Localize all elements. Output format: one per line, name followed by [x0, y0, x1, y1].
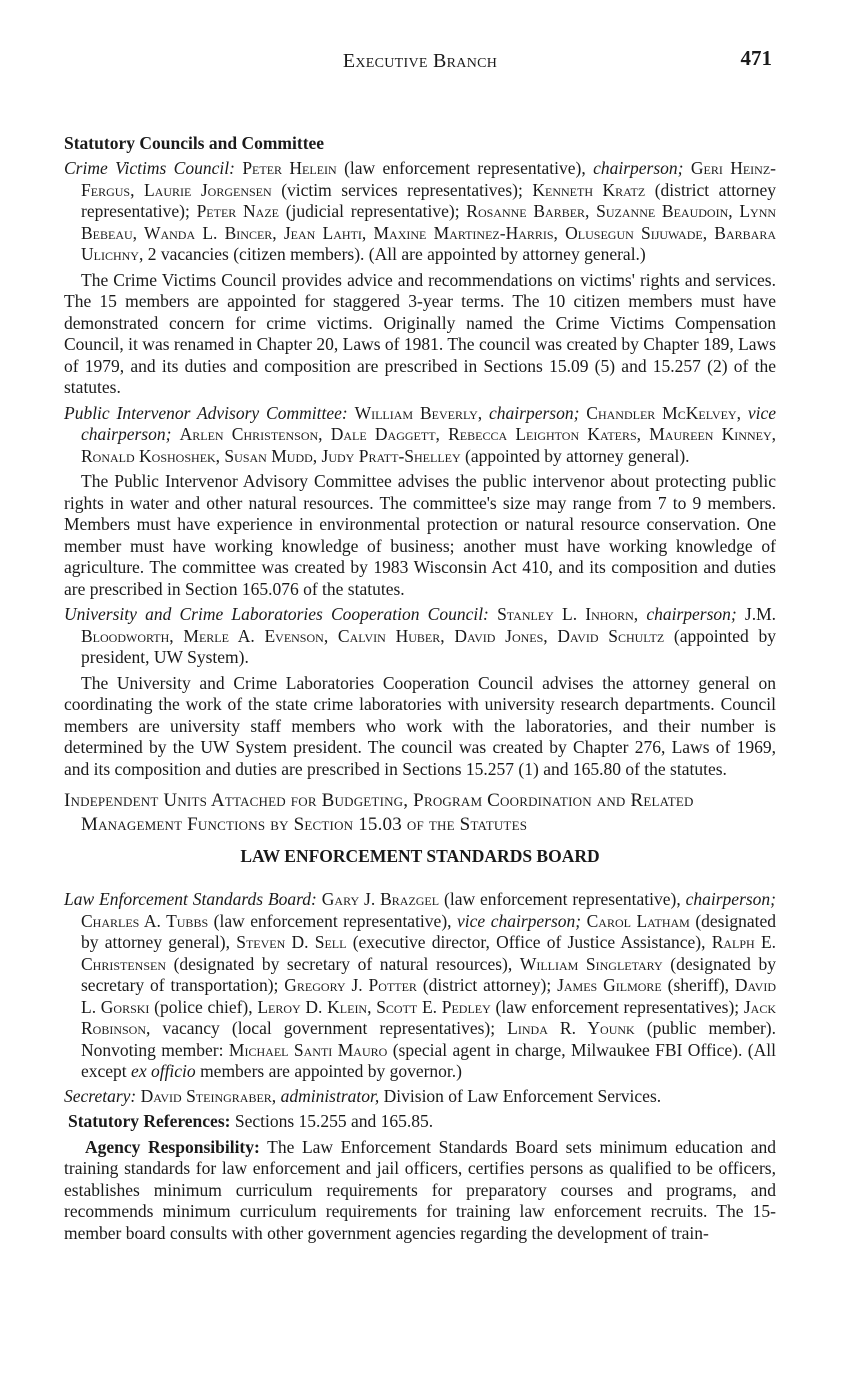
member-detail [737, 604, 745, 624]
member-detail [741, 403, 748, 423]
member-detail [171, 424, 179, 444]
member-detail: members are appointed by governor.) [195, 1061, 462, 1081]
role-title: chairperson; [685, 889, 777, 909]
member-detail: (police chief), [149, 996, 258, 1017]
secretary-line [64, 1086, 776, 1108]
member-name: Ralph E. Christensen [81, 932, 777, 974]
role-title: chairperson; [646, 604, 737, 624]
page-number: 471 [740, 46, 772, 70]
member-name: James Gilmore [557, 975, 662, 995]
board-heading: LAW ENFORCEMENT STANDARDS BOARD [240, 846, 600, 866]
member-detail: (victim services representatives); [271, 179, 533, 200]
member-name: Chandler McKelvey, [586, 402, 741, 423]
member-name: Gregory J. Potter [284, 975, 417, 995]
role-title: ex officio [131, 1061, 196, 1081]
secretary-division: Division of Law Enforcement Services. [383, 1085, 662, 1106]
member-detail: (appointed by attorney general). [460, 445, 690, 466]
member-name: Michael Santi Mauro [228, 1039, 388, 1060]
member-detail: (sheriff), [661, 975, 735, 995]
member-name: Arlen Christenson, Dale Daggett, Rebecca Leighton Katers, Maureen Kinney, Ronald Koshoshek, Susan Mudd, Judy Pratt-Shelley [81, 424, 777, 466]
agency-responsibility [64, 1137, 776, 1245]
member-name: Linda R. Younk [507, 1018, 635, 1038]
member-detail: (executive director, Office of Justice Assistance), [346, 932, 712, 952]
agency-responsibility-text: The Law Enforcement Standards Board sets minimum education and training standards for law enforcement and jail officers, certifies persons as qualified to be officers, establishes minimum curriculum requirements for preparatory courses and programs, and recommends minimum curriculum requirements for training law enforcement recruits. The 15-member board consults with other government agencies regarding the development of train- [64, 1136, 777, 1243]
member-name: William Beverly, [354, 402, 483, 423]
council-name: Crime Victims Council: [64, 158, 235, 178]
statutory-references-text: Sections 15.255 and 165.85. [234, 1111, 434, 1131]
member-detail: (special agent in charge, Milwaukee FBI Office). (All except [81, 1039, 777, 1081]
public-intervenor-committee-entry [64, 403, 776, 468]
member-detail: (district attorney); [416, 975, 558, 995]
statutory-references-label: Statutory References: [68, 1111, 231, 1131]
member-name: Peter Naze [196, 201, 279, 221]
role-title: vice chairperson; [81, 402, 777, 444]
public-intervenor-committee-description: The Public Intervenor Advisory Committee advises the public intervenor about protecting public rights in water and other natural resources. The committee's size may range from 7 to 9 members. Members must have experience in environmental protection or natural resource conservation. One member must have working knowledge of business; another must have working knowledge of agriculture. The committee was created by 1983 Wisconsin Act 410, and its composition and duties are prescribed in Section 165.076 of the statutes. [64, 471, 776, 599]
secretary-name: David Steingraber, [140, 1085, 277, 1106]
member-detail: (public member). Nonvoting member: [81, 1018, 776, 1060]
member-detail: vacancy (local government representatives); [150, 1018, 508, 1038]
university-crime-labs-council-entry [64, 604, 776, 669]
member-detail: (law enforcement representative), [336, 158, 594, 178]
role-title: chairperson; [489, 402, 580, 423]
member-name: Rosanne Barber, Suzanne Beaudoin, Lynn Bebeau, Wanda L. Bincer, Jean Lahti, Maxine Martinez-Harris, Olusegun Sijuwade, Barbara Ulichny, [81, 201, 777, 264]
agency-responsibility-label: Agency Responsibility: [85, 1136, 260, 1157]
member-detail: (law enforcement representatives); [490, 996, 744, 1017]
member-detail [683, 158, 690, 178]
member-name: William Singletary [519, 953, 663, 974]
member-detail: (law enforcement representative), [439, 889, 686, 909]
member-name: Gary J. Brazgel [321, 889, 440, 909]
section-heading: Statutory Councils and Committee [64, 133, 325, 153]
member-list [81, 889, 776, 1081]
member-name: Geri Heinz-Fergus, Laurie Jorgensen [81, 158, 776, 200]
crime-victims-council-description: The Crime Victims Council provides advice and recommendations on victims' rights and services. The 15 members are appointed for staggered 3-year terms. The 10 citizen members must have demonstrated concern for crime victims. Originally named the Crime Victims Compensation Council, it was renamed in Chapter 20, Laws of 1981. The council was created by Chapter 189, Laws of 1979, and its duties and composition are prescribed in Sections 15.09 (5) and 15.257 (2) of the statutes. [64, 269, 776, 397]
member-name: Stanley L. Inhorn, [497, 604, 639, 624]
member-name: Jack Robinson, [81, 996, 777, 1038]
member-name: Kenneth Kratz [532, 179, 646, 200]
member-detail: (designated by secretary of natural resources), [166, 953, 520, 974]
running-header [64, 44, 776, 78]
statutory-references [64, 1111, 776, 1133]
member-name: Carol Latham [586, 910, 690, 931]
document-page [64, 44, 776, 1244]
member-name: Peter Helein [242, 158, 337, 178]
role-title: chairperson; [593, 158, 684, 178]
member-detail: (law enforcement representative), [208, 910, 458, 931]
member-name: J.M. Bloodworth, Merle A. Evenson, Calvin Huber, David Jones, David Schultz [81, 604, 777, 646]
member-detail [482, 403, 489, 423]
law-enforcement-standards-board-entry [64, 889, 776, 1083]
member-detail: (designated by attorney general), [81, 910, 776, 952]
university-crime-labs-council-description: The University and Crime Laboratories Cooperation Council advises the attorney general on coordinating the work of the state crime laboratories with university research departments. Council members are university staff members who work with the laboratories, and their number is determined by the UW System president. The council was created by Chapter 276, Laws of 1969, and its composition and duties are prescribed in Sections 15.257 (1) and 165.80 of the statutes. [64, 672, 776, 779]
crime-victims-council-entry [64, 158, 776, 266]
member-detail: 2 vacancies (citizen members). (All are appointed by attorney general.) [143, 244, 646, 264]
independent-units-heading: Independent Units Attached for Budgeting, Program Coordination and Related Management Functions by Section 15.03 of the Statutes [64, 790, 694, 835]
member-name: Charles A. Tubbs [81, 910, 209, 931]
committee-name: Public Intervenor Advisory Committee: [64, 402, 348, 423]
member-name: Leroy D. Klein, Scott E. Pedley [257, 996, 491, 1017]
board-name: Law Enforcement Standards Board: [64, 889, 317, 909]
council-name: University and Crime Laboratories Cooperation Council: [64, 604, 489, 624]
member-name: David L. Gorski [81, 975, 777, 1017]
member-detail: (judicial representative); [278, 201, 467, 221]
running-title: Executive Branch [342, 50, 498, 72]
member-name: Steven D. Sell [236, 932, 347, 952]
role-title: vice chairperson; [457, 910, 582, 931]
member-detail: (designated by secretary of transportation); [81, 953, 776, 995]
member-detail: (district attorney representative); [81, 179, 776, 221]
member-detail: (appointed by president, UW System). [81, 625, 776, 667]
secretary-title: administrator, [280, 1085, 380, 1106]
secretary-label: Secretary: [64, 1085, 137, 1106]
